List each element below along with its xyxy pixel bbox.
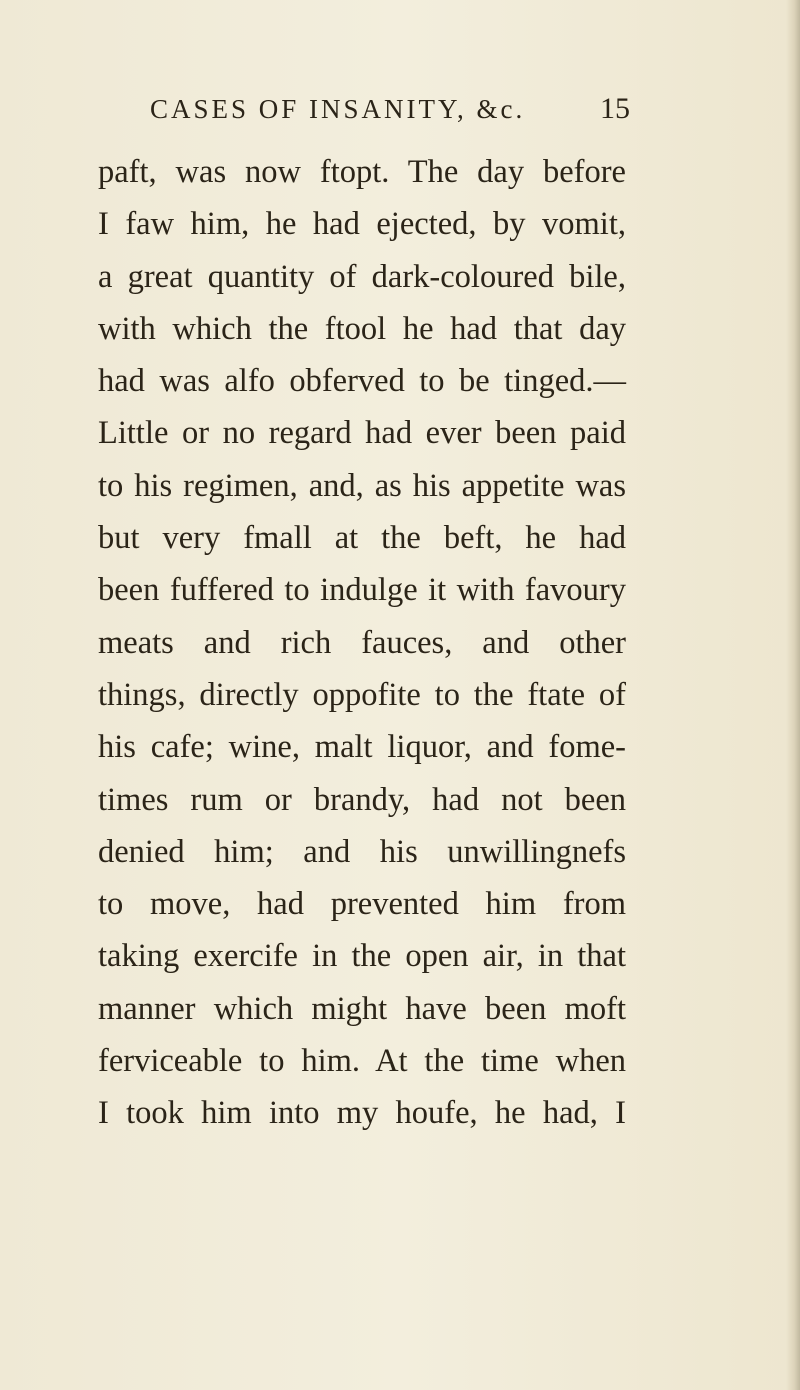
page-edge-shadow [786, 0, 800, 1390]
text-line: paft, was now ftopt. The day before [98, 154, 626, 190]
text-line: denied him; and his unwillingnefs [98, 833, 626, 870]
text-line: to his regimen, and, as his appetite was [98, 467, 626, 504]
page-number: 15 [600, 92, 630, 125]
text-line: Little or no regard had ever been paid [98, 415, 626, 452]
text-line: with which the ftool he had that day [98, 310, 626, 347]
text-line: ferviceable to him. At the time when [98, 1043, 626, 1080]
text-line: I faw him, he had ejected, by vomit, [98, 206, 626, 243]
text-line: been fuffered to indulge it with favoury [98, 572, 626, 609]
text-line: his cafe; wine, malt liquor, and fome- [98, 729, 626, 766]
text-line: I took him into my houfe, he had, I [98, 1095, 626, 1132]
text-line: to move, had prevented him from [98, 886, 626, 923]
text-line: times rum or brandy, had not been [98, 781, 626, 818]
text-line: but very fmall at the beft, he had [98, 520, 626, 557]
text-line: meats and rich fauces, and other [98, 624, 626, 661]
running-title: CASES OF INSANITY, &c. [150, 94, 526, 124]
text-line: had was alfo obferved to be tinged.— [98, 363, 626, 400]
page-header [150, 92, 630, 132]
text-line: a great quantity of dark-coloured bile, [98, 258, 626, 295]
text-line: things, directly oppofite to the ftate of [98, 676, 626, 713]
body-text [98, 146, 626, 1140]
text-line: taking exercife in the open air, in that [98, 938, 626, 975]
text-line: manner which might have been moft [98, 990, 626, 1027]
